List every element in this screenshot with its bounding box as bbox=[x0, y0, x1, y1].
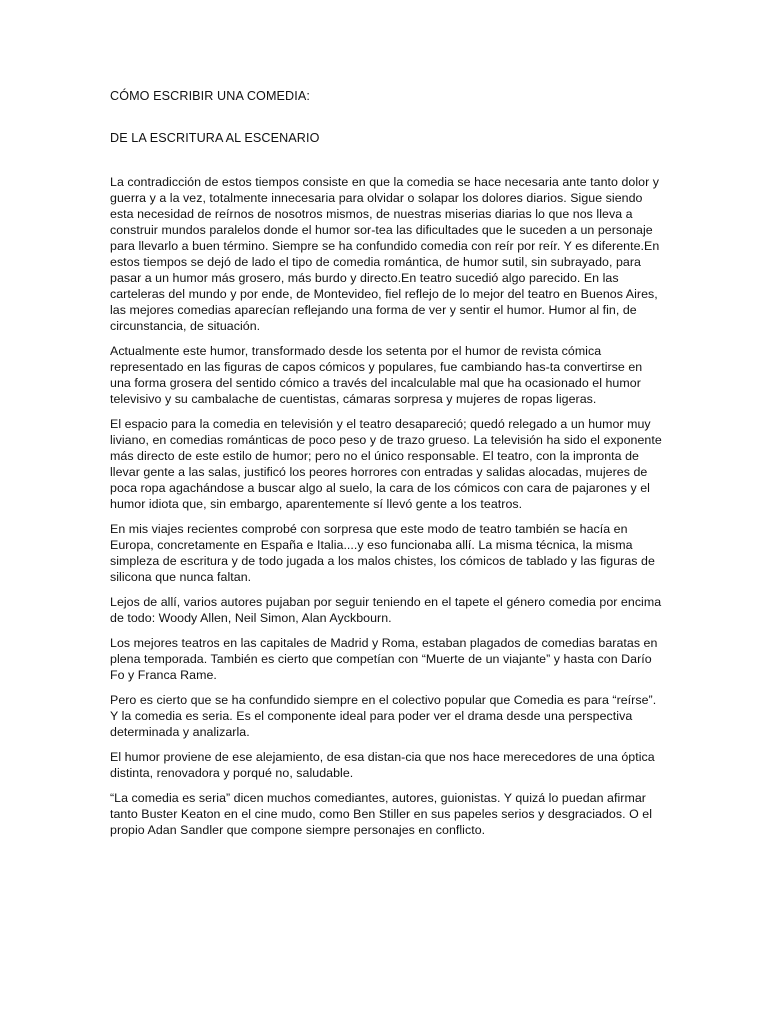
paragraph: “La comedia es seria” dicen muchos comediantes, autores, guionistas. Y quizá lo puedan afirmar tanto Buster Keaton en el cine mudo, como Ben Stiller en sus papeles serios y desgraciados. O el propio Adan Sandler que compone siempre personajes en conflicto. bbox=[110, 791, 653, 837]
paragraph: El espacio para la comedia en televisión y el teatro desapareció; quedó relegado a un humor muy liviano, en comedias románticas de poco peso y de trazo grueso. La televisión ha sido el exponente más directo de este estilo de humor; pero no el único responsable. El teatro, con la impronta de llevar gente a las salas, justificó los peores horrores con entradas y salidas alocadas, mujeres de poca ropa agachándose a buscar algo al suelo, la cara de los cómicos con cara de pajarones y el humor idiota que, sin embargo, aparentemente sí llevó gente a los teatros. bbox=[110, 417, 662, 511]
paragraph: El humor proviene de ese alejamiento, de esa distan-cia que nos hace merecedores de una óptica distinta, renovadora y porqué no, saludable. bbox=[110, 750, 655, 780]
document-subtitle: DE LA ESCRITURA AL ESCENARIO bbox=[110, 131, 320, 145]
document-page bbox=[110, 88, 662, 847]
paragraph: En mis viajes recientes comprobé con sorpresa que este modo de teatro también se hacía en Europa, concretamente en España e Italia....y eso funcionaba allí. La misma técnica, la misma simpleza de escritura y de todo jugada a los malos chistes, los cómicos de tablado y las figuras de silicona que nunca faltan. bbox=[110, 522, 655, 584]
paragraph: Los mejores teatros en las capitales de Madrid y Roma, estaban plagados de comedias baratas en plena temporada. También es cierto que competían con “Muerte de un viajante” y hasta con Darío Fo y Franca Rame. bbox=[110, 636, 658, 682]
paragraph: La contradicción de estos tiempos consiste en que la comedia se hace necesaria ante tanto dolor y guerra y a la vez, totalmente innecesaria para olvidar o solapar los dolores diarios. Sigue siendo esta necesidad de reírnos de nosotros mismos, de nuestras miserias diarias lo que nos lleva a construir mundos paralelos donde el humor sor-tea las dificultades que le suceden a un personaje para llevarlo a buen término. Siempre se ha confundido comedia con reír por reír. Y es diferente.En estos tiempos se dejó de lado el tipo de comedia romántica, de humor sutil, sin subrayado, para pasar a un humor más grosero, más burdo y directo.En teatro sucedió algo parecido. En las carteleras del mundo y por ende, de Montevideo, fiel reflejo de lo mejor del teatro en Buenos Aires, las mejores comedias aparecían reflejando una forma de ver y sentir el humor. Humor al fin, de circunstancia, de situación. bbox=[110, 175, 660, 333]
document-title: CÓMO ESCRIBIR UNA COMEDIA: bbox=[110, 89, 310, 103]
paragraph: Actualmente este humor, transformado desde los setenta por el humor de revista cómica representado en las figuras de capos cómicos y populares, fue cambiando has-ta convertirse en una forma grosera del sentido cómico a través del incalculable mal que ha ocasionado el humor televisivo y su cambalache de cuentistas, cámaras sorpresa y mujeres de ropas ligeras. bbox=[110, 344, 643, 406]
paragraph: Pero es cierto que se ha confundido siempre en el colectivo popular que Comedia es para “reírse”. Y la comedia es seria. Es el componente ideal para poder ver el drama desde una perspectiva determinada y analizarla. bbox=[110, 693, 657, 739]
paragraph: Lejos de allí, varios autores pujaban por seguir teniendo en el tapete el género comedia por encima de todo: Woody Allen, Neil Simon, Alan Ayckbourn. bbox=[110, 595, 662, 625]
